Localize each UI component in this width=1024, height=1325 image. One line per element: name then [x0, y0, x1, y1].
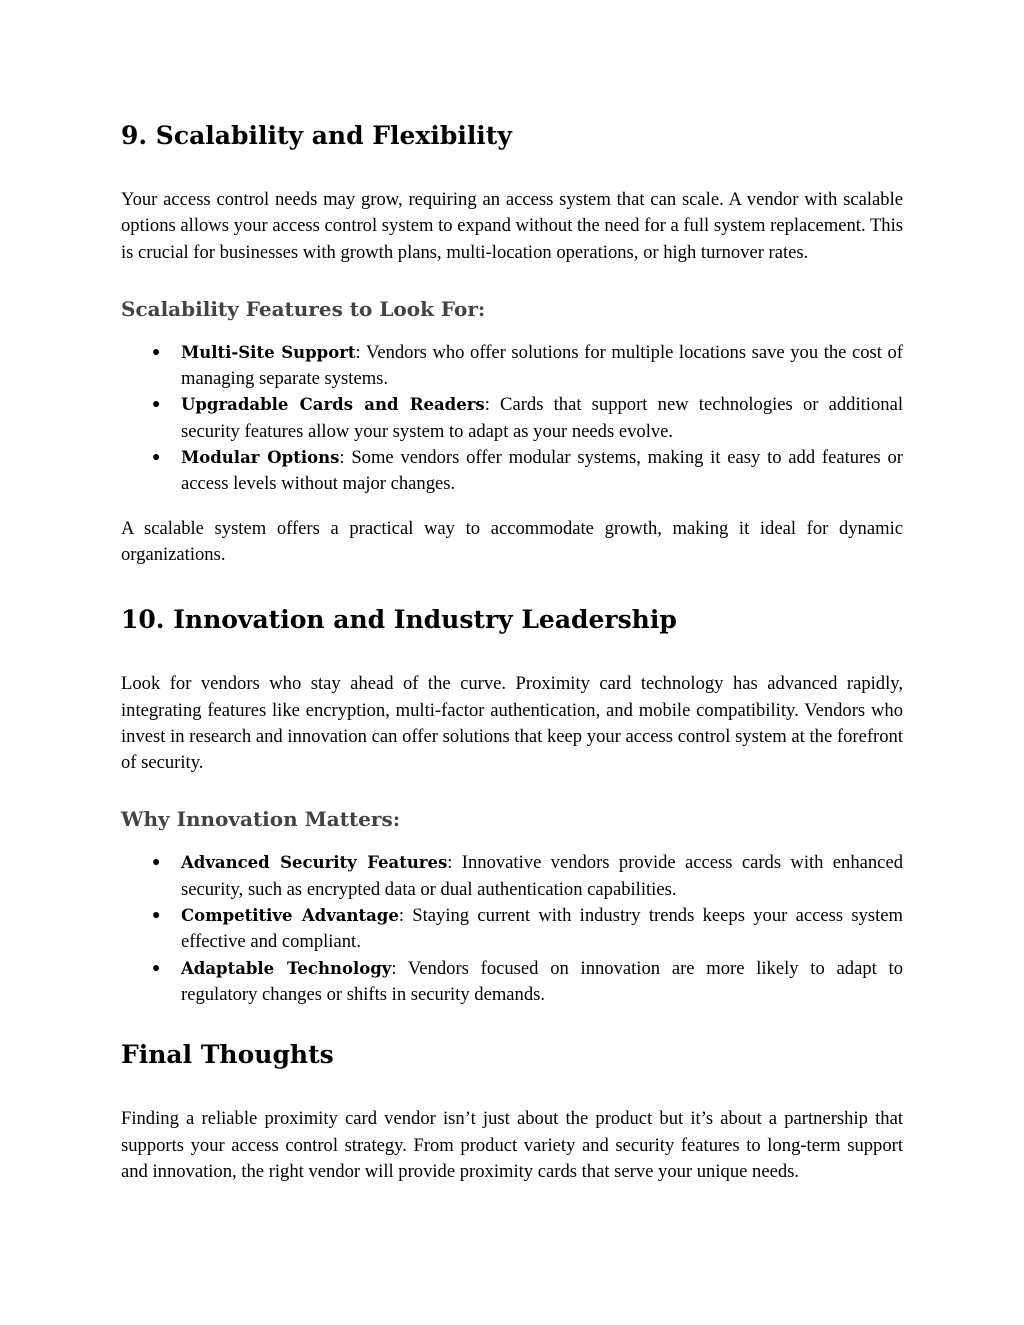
list-item: [121, 392, 903, 445]
section-10-intro: Look for vendors who stay ahead of the curve. Proximity card technology has advanced rapidly, integrating features like encryption, multi-factor authentication, and mobile compatibility. Vendors who invest in research and innovation can offer solutions that keep your access control system at the forefront of security.: [121, 673, 903, 774]
list-item-term: Adaptable Technology: [181, 958, 392, 978]
document-page: [121, 117, 903, 1185]
section-10-heading: 10. Innovation and Industry Leadership: [121, 605, 677, 635]
bullet-icon: ●: [152, 397, 161, 413]
list-item: [121, 956, 903, 1009]
list-item: [121, 340, 903, 393]
list-item-term: Advanced Security Features: [181, 853, 448, 873]
bullet-icon: ●: [152, 344, 161, 360]
list-item-text: : Cards that support new technologies or additional security features allow your system to adapt as your needs evolve.: [181, 394, 903, 442]
list-item-term: Competitive Advantage: [181, 906, 399, 926]
list-item-text: : Innovative vendors provide access cards with enhanced security, such as encrypted data or dual authentication capabilities.: [181, 852, 903, 900]
list-item: [121, 445, 903, 498]
final-thoughts-heading: Final Thoughts: [121, 1040, 334, 1070]
list-item-term: Upgradable Cards and Readers: [181, 395, 485, 415]
list-item: [121, 903, 903, 956]
section-9-closing: A scalable system offers a practical way to accommodate growth, making it ideal for dynamic organizations.: [121, 517, 903, 565]
section-9-feature-list: [121, 340, 903, 498]
list-item-term: Multi-Site Support: [181, 342, 356, 362]
section-10-subheading: Why Innovation Matters:: [121, 807, 401, 832]
list-item-text: : Vendors focused on innovation are more likely to adapt to regulatory changes or shifts in security demands.: [181, 957, 903, 1005]
bullet-icon: ●: [152, 450, 161, 466]
section-10-reasons-list: [121, 850, 903, 1008]
section-9-intro: Your access control needs may grow, requiring an access system that can scale. A vendor with scalable options allows your access control system to expand without the need for a full system replacement. This is crucial for businesses with growth plans, multi-location operations, or high turnover rates.: [121, 189, 903, 263]
bullet-icon: ●: [152, 960, 161, 976]
bullet-icon: ●: [152, 908, 161, 924]
list-item-text: : Some vendors offer modular systems, making it easy to add features or access levels without major changes.: [181, 447, 903, 495]
list-item-term: Modular Options: [181, 448, 340, 468]
list-item-text: : Staying current with industry trends keeps your access system effective and compliant.: [181, 905, 904, 953]
list-item-text: : Vendors who offer solutions for multiple locations save you the cost of managing separate systems.: [181, 341, 903, 390]
list-item: [121, 850, 903, 903]
final-thoughts-body: Finding a reliable proximity card vendor isn’t just about the product but it’s about a partnership that supports your access control strategy. From product variety and security features to long-term support and innovation, the right vendor will provide proximity cards that serve your unique needs.: [121, 1108, 903, 1182]
bullet-icon: ●: [152, 855, 161, 871]
section-9-subheading: Scalability Features to Look For:: [121, 296, 486, 321]
section-9-heading: 9. Scalability and Flexibility: [121, 121, 512, 150]
